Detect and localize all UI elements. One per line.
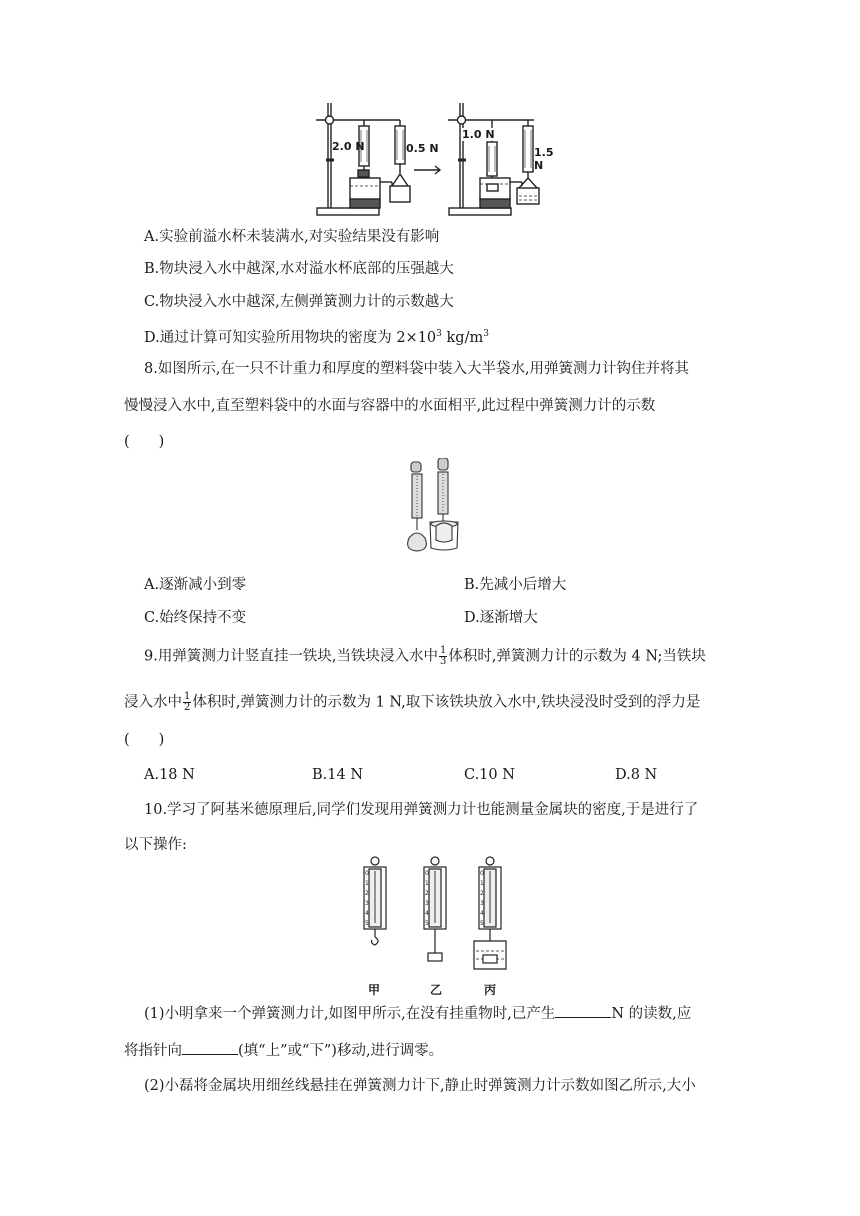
- plastic-bag-drawing: [400, 458, 470, 554]
- fraction-one-half: [183, 692, 191, 713]
- reading-label: 0.5 N: [406, 142, 439, 155]
- svg-text:0: 0: [365, 870, 369, 877]
- q7-option-a: A.实验前溢水杯未装满水,对实验结果没有影响: [144, 229, 440, 245]
- q9-stem-line-2: [124, 692, 700, 713]
- svg-text:3: 3: [425, 900, 429, 907]
- q10-stem-line-1: 10.学习了阿基米德原理后,同学们发现用弹簧测力计也能测量金属块的密度,于是进行了: [144, 802, 699, 818]
- q10-sub1-text: 将指针向: [124, 1043, 182, 1059]
- q8-option-b: B.先减小后增大: [464, 577, 567, 593]
- svg-text:1: 1: [425, 880, 429, 887]
- q9-stem-text: 体积时,弹簧测力计的示数为 1 N,取下该铁块放入水中,铁块浸没时受到的浮力是: [192, 694, 701, 711]
- q9-option-d: D.8 N: [615, 767, 658, 783]
- q8-option-c: C.始终保持不变: [144, 610, 247, 626]
- svg-text:0: 0: [480, 870, 484, 877]
- svg-text:4: 4: [425, 910, 429, 917]
- svg-text:5: 5: [480, 920, 484, 927]
- plastic-bag-figure: [400, 458, 470, 554]
- q10-sub1-text: N 的读数,应: [611, 1006, 692, 1022]
- q7-option-d: [144, 325, 489, 347]
- q9-option-b: B.14 N: [312, 767, 364, 783]
- fraction-numerator: 1: [439, 645, 447, 656]
- svg-text:2: 2: [425, 890, 429, 897]
- overflow-experiment-figure: [312, 100, 552, 220]
- q8-option-a: A.逐渐减小到零: [144, 577, 247, 593]
- figure-label-yi: 乙: [430, 983, 443, 997]
- fraction-one-third: [439, 646, 447, 667]
- q10-sub1-line-1: [144, 1003, 691, 1023]
- svg-text:2: 2: [480, 890, 484, 897]
- svg-text:3: 3: [480, 900, 484, 907]
- fraction-numerator: 1: [184, 691, 191, 702]
- q7-option-b: B.物块浸入水中越深,水对溢水杯底部的压强越大: [144, 261, 454, 277]
- q9-stem-text: 体积时,弹簧测力计的示数为 4 N;当铁块: [448, 648, 706, 665]
- reading-label: 1.5 N: [534, 146, 554, 172]
- svg-text:5: 5: [425, 920, 429, 927]
- figure-label-bing: 丙: [484, 983, 497, 997]
- svg-text:3: 3: [365, 900, 369, 907]
- spring-scale-figure: [356, 855, 516, 995]
- q8-stem-line-1: 8.如图所示,在一只不计重力和厚度的塑料袋中装入大半袋水,用弹簧测力计钩住并将其: [144, 361, 690, 377]
- q10-stem-line-2: 以下操作:: [124, 837, 187, 853]
- svg-text:2: 2: [365, 890, 369, 897]
- q10-sub1-line-2: [124, 1040, 443, 1060]
- q9-option-a: A.18 N: [144, 767, 195, 783]
- q10-sub2-line-1: (2)小磊将金属块用细丝线悬挂在弹簧测力计下,静止时弹簧测力计示数如图乙所示,大小: [144, 1078, 696, 1094]
- svg-text:4: 4: [365, 910, 369, 917]
- reading-label: 1.0 N: [462, 128, 495, 141]
- q9-option-c: C.10 N: [464, 767, 515, 783]
- spring-scales-drawing: [356, 855, 516, 971]
- answer-blank[interactable]: [555, 1003, 611, 1018]
- fraction-denominator: 3: [439, 656, 447, 667]
- svg-text:1: 1: [480, 880, 484, 887]
- reading-label: 2.0 N: [332, 140, 365, 153]
- figure-label-jia: 甲: [368, 983, 381, 997]
- superscript: 3: [436, 329, 442, 339]
- q7-option-c: C.物块浸入水中越深,左侧弹簧测力计的示数越大: [144, 294, 454, 310]
- q8-stem-line-2: 慢慢浸入水中,直至塑料袋中的水面与容器中的水面相平,此过程中弹簧测力计的示数: [124, 398, 656, 414]
- svg-text:1: 1: [365, 880, 369, 887]
- q10-sub1-text: (填“上”或“下”)移动,进行调零。: [238, 1043, 444, 1059]
- superscript: 3: [483, 329, 489, 339]
- q9-answer-paren: ( ): [124, 732, 165, 748]
- fraction-denominator: 2: [184, 702, 191, 713]
- q8-option-d: D.逐渐增大: [464, 610, 538, 626]
- q10-sub1-text: (1)小明拿来一个弹簧测力计,如图甲所示,在没有挂重物时,已产生: [144, 1006, 556, 1022]
- unit: kg/m: [441, 329, 484, 346]
- svg-text:0: 0: [425, 870, 429, 877]
- q9-stem-text: 浸入水中: [124, 694, 182, 711]
- q9-stem-line-1: [144, 646, 706, 667]
- svg-text:5: 5: [365, 920, 369, 927]
- answer-blank[interactable]: [182, 1040, 238, 1055]
- q8-answer-paren: ( ): [124, 434, 165, 450]
- q9-stem-text: 9.用弹簧测力计竖直挂一铁块,当铁块浸入水中: [144, 648, 438, 665]
- q7-option-d-text: D.通过计算可知实验所用物块的密度为 2×10: [144, 329, 437, 346]
- svg-text:4: 4: [480, 910, 484, 917]
- overflow-experiment-drawing: [312, 100, 552, 220]
